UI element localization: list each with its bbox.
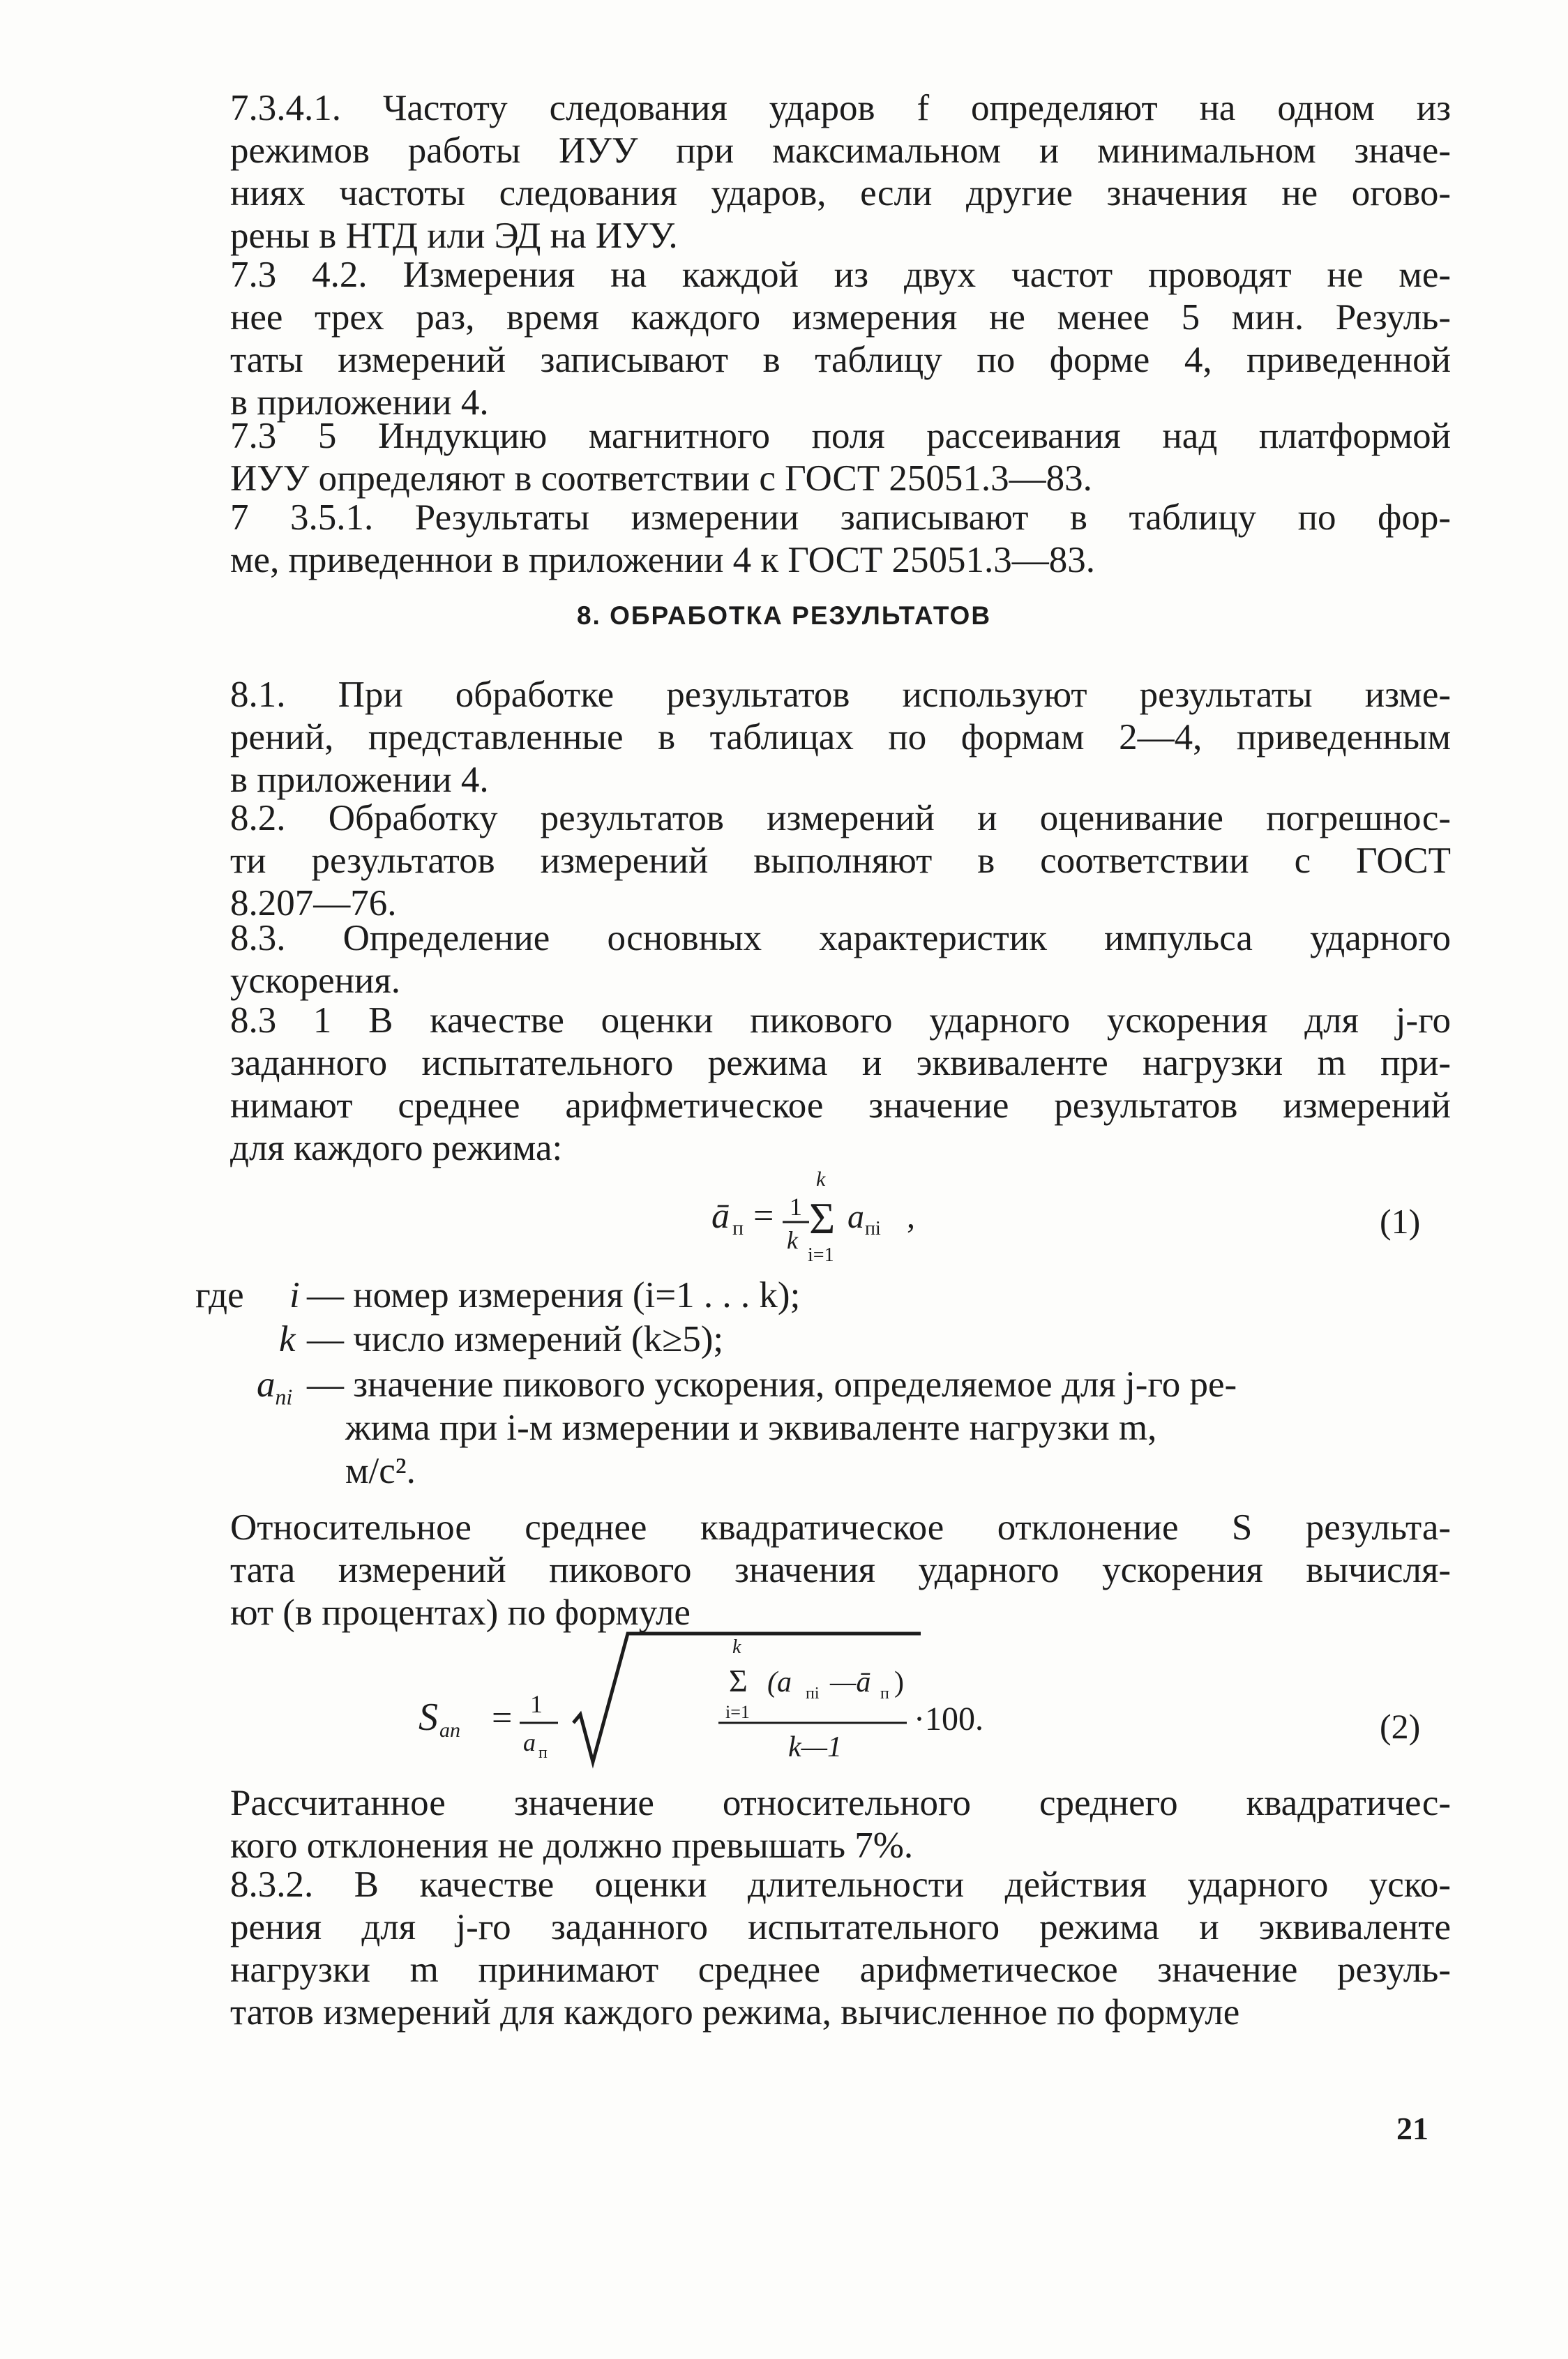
formula-1-sum: Σ bbox=[809, 1193, 836, 1243]
formula-1-sum-bottom: i=1 bbox=[808, 1244, 834, 1266]
paragraph-7-3-5 bbox=[230, 415, 1451, 500]
formula-1-term: a bbox=[847, 1198, 864, 1235]
paragraph-7-3-5-1 bbox=[230, 497, 1451, 582]
text-line: Рассчитанное значение относительного среднего квадратичес- bbox=[230, 1783, 1451, 1823]
text-line: заданного испытательного режима и эквиваленте нагрузки m при- bbox=[230, 1043, 1451, 1083]
section-heading: 8. ОБРАБОТКА РЕЗУЛЬТАТОВ bbox=[576, 601, 992, 630]
def-3-symbol bbox=[257, 1364, 292, 1419]
paragraph-relative-deviation bbox=[230, 1507, 1451, 1634]
text-line: нимают среднее арифметическое значение результатов измерений bbox=[230, 1085, 1451, 1126]
formula-1-frac-den: k bbox=[787, 1226, 798, 1254]
text-line: 8.2. Обработку результатов измерений и оценивание погрешнос- bbox=[230, 798, 1451, 838]
formula-2-inner-rest: —ā bbox=[830, 1666, 871, 1698]
formula-1-eq: = bbox=[753, 1196, 774, 1236]
formula-2-eq: = bbox=[492, 1698, 513, 1738]
def-3-symbol-letter: a bbox=[257, 1364, 276, 1405]
formula-2-sum: Σ bbox=[729, 1663, 748, 1698]
text-line: 7 3.5.1. Результаты измерении записывают в таблицу по фор- bbox=[230, 497, 1451, 538]
formula-2-lhs-sub: aп bbox=[439, 1719, 460, 1742]
formula-1-lhs: ā bbox=[711, 1196, 730, 1236]
equation-number-2: (2) bbox=[1380, 1707, 1421, 1746]
paragraph-8-3-1 bbox=[230, 1000, 1451, 1170]
formula-2-tail: ·100. bbox=[914, 1701, 983, 1738]
formula-1 bbox=[698, 1158, 1060, 1276]
def-3-line-2: жима при i-м измерении и эквиваленте нагрузки m, bbox=[345, 1408, 1157, 1448]
formula-2-lhs: S bbox=[419, 1696, 438, 1739]
formula-2-inner-close: ) bbox=[894, 1666, 904, 1698]
formula-1-lhs-sub: п bbox=[732, 1216, 744, 1239]
text-line: 8.207—76. bbox=[230, 883, 397, 924]
text-line: режимов работы ИУУ при максимальном и минимальном значе- bbox=[230, 130, 1451, 171]
text-line: рения для j-го заданного испытательного режима и эквиваленте bbox=[230, 1907, 1451, 1947]
def-2-symbol: k bbox=[279, 1319, 296, 1359]
paragraph-7-3-4-2 bbox=[230, 254, 1451, 424]
paragraph-calculated-value bbox=[230, 1782, 1451, 1867]
text-line: 8.3 1 В качестве оценки пикового ударного ускорения для j-го bbox=[230, 1000, 1451, 1041]
formula-2-sum-top: k bbox=[732, 1636, 741, 1658]
text-line: 8.3. Определение основных характеристик импульса ударного bbox=[230, 918, 1451, 958]
text-line: 7.3 5 Индукцию магнитного поля рассеивания над платформой bbox=[230, 416, 1451, 456]
paragraph-8-3-2 bbox=[230, 1864, 1451, 2034]
formula-2-frac-den: a bbox=[523, 1728, 536, 1756]
text-line: ИУУ определяют в соответствии с ГОСТ 25051.3—83. bbox=[230, 458, 1092, 499]
def-3-symbol-sub: пi bbox=[275, 1385, 293, 1410]
text-line: ют (в процентах) по формуле bbox=[230, 1592, 691, 1633]
paragraph-8-1 bbox=[230, 674, 1451, 801]
text-line: таты измерений записывают в таблицу по форме 4, приведенной bbox=[230, 340, 1451, 380]
text-line: ме, приведеннои в приложении 4 к ГОСТ 25051.3—83. bbox=[230, 540, 1096, 580]
formula-1-term-sub: пi bbox=[865, 1218, 881, 1239]
text-line: нее трех раз, время каждого измерения не менее 5 мин. Резуль- bbox=[230, 297, 1451, 338]
formula-2-denominator: k—1 bbox=[788, 1731, 842, 1763]
text-line: ниях частоты следования ударов, если другие значения не огово- bbox=[230, 173, 1451, 213]
formula-2-inner: (a bbox=[767, 1666, 792, 1698]
text-line: 8.1. При обработке результатов используют результаты изме- bbox=[230, 674, 1451, 715]
formula-2-inner-sub: пi bbox=[806, 1685, 820, 1703]
text-line: рены в НТД или ЭД на ИУУ. bbox=[230, 216, 678, 256]
def-3-line-1: — значение пикового ускорения, определяемое для j-го ре- bbox=[307, 1364, 1237, 1405]
where-label: где bbox=[195, 1275, 244, 1316]
text-line: татов измерений для каждого режима, вычисленное по формуле bbox=[230, 1992, 1240, 2033]
text-line: нагрузки m принимают среднее арифметическое значение резуль- bbox=[230, 1950, 1451, 1990]
text-line: в приложении 4. bbox=[230, 760, 489, 800]
equation-number-1: (1) bbox=[1380, 1202, 1421, 1241]
formula-1-frac-num: 1 bbox=[790, 1193, 802, 1221]
formula-2-inner-rest-sub: п bbox=[880, 1685, 889, 1703]
text-line: тата измерений пикового значения ударного ускорения вычисля- bbox=[230, 1550, 1451, 1590]
paragraph-7-3-4-1 bbox=[230, 87, 1451, 257]
paragraph-8-2 bbox=[230, 797, 1451, 925]
paragraph-8-3 bbox=[230, 917, 1451, 1002]
text-line: в приложении 4. bbox=[230, 382, 489, 423]
formula-1-tail: , bbox=[907, 1198, 915, 1235]
def-1-symbol: i bbox=[289, 1275, 300, 1316]
text-line: ускорения. bbox=[230, 960, 400, 1001]
formula-2-frac-num: 1 bbox=[530, 1690, 543, 1718]
text-line: ти результатов измерений выполняют в соответствии с ГОСТ bbox=[230, 841, 1451, 881]
formula-2-frac-den-sub: п bbox=[538, 1744, 548, 1762]
def-1-text: — номер измерения (i=1 . . . k); bbox=[307, 1275, 801, 1316]
text-line: 7.3.4.1. Частоту следования ударов f определяют на одном из bbox=[230, 88, 1451, 128]
formula-1-sum-top: k bbox=[816, 1168, 826, 1191]
page-number: 21 bbox=[1396, 2111, 1428, 2146]
text-line: для каждого режима: bbox=[230, 1128, 563, 1168]
formula-2 bbox=[419, 1625, 1116, 1786]
formula-2-sum-bottom: i=1 bbox=[725, 1702, 750, 1722]
def-2-text: — число измерений (k≥5); bbox=[307, 1319, 724, 1359]
text-line: 8.3.2. В качестве оценки длительности действия ударного уско- bbox=[230, 1864, 1451, 1905]
text-line: кого отклонения не должно превышать 7%. bbox=[230, 1825, 914, 1866]
def-3-line-3: м/с². bbox=[345, 1451, 416, 1491]
text-line: Относительное среднее квадратическое отклонение S результа- bbox=[230, 1507, 1451, 1548]
text-line: рений, представленные в таблицах по формам 2—4, приведенным bbox=[230, 717, 1451, 758]
text-line: 7.3 4.2. Измерения на каждой из двух частот проводят не ме- bbox=[230, 255, 1451, 295]
